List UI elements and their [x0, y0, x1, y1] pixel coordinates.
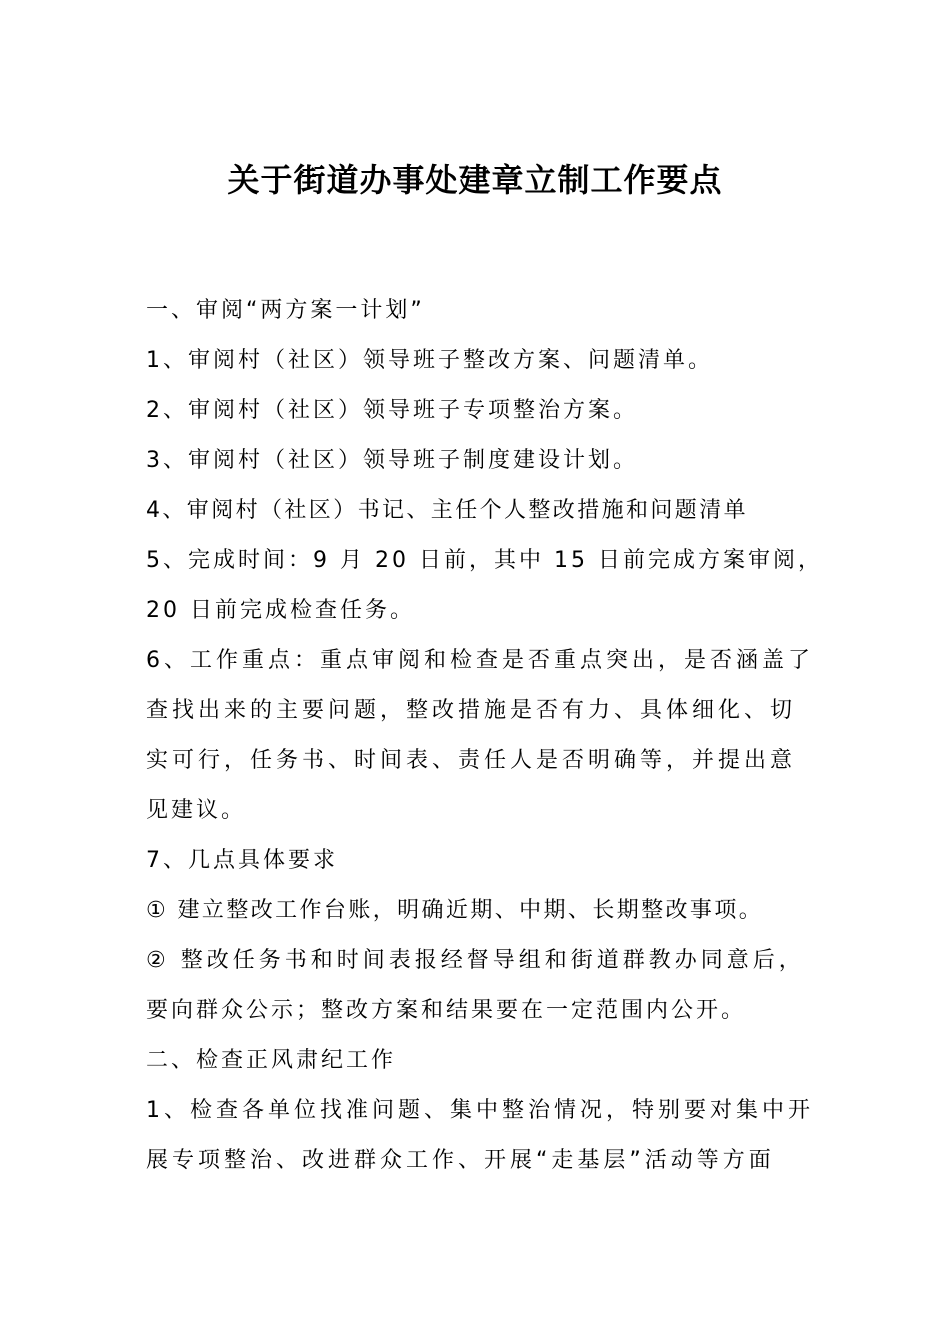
document-title: 关于街道办事处建章立制工作要点 [227, 161, 723, 199]
section-heading-1: 一、审阅“两方案一计划” [146, 298, 425, 323]
paragraph-line: 3、审阅村（社区）领导班子制度建设计划。 [146, 448, 638, 473]
paragraph-line: 1、检查各单位找准问题、集中整治情况，特别要对集中开 [146, 1098, 814, 1123]
paragraph-line: 查找出来的主要问题，整改措施是否有力、具体细化、切 [146, 698, 797, 723]
document-body [146, 286, 823, 1186]
paragraph-line: 实可行，任务书、时间表、责任人是否明确等，并提出意 [146, 748, 797, 773]
paragraph-line: ① 建立整改工作台账，明确近期、中期、长期整改事项。 [146, 898, 764, 923]
paragraph-line: 1、审阅村（社区）领导班子整改方案、问题清单。 [146, 348, 713, 373]
paragraph-line: 4、审阅村（社区）书记、主任个人整改措施和问题清单 [146, 498, 748, 523]
paragraph-line: 7、几点具体要求 [146, 848, 338, 873]
paragraph-line: 2、审阅村（社区）领导班子专项整治方案。 [146, 398, 638, 423]
paragraph-line: 5、完成时间：9 月 20 日前，其中 15 日前完成方案审阅， [146, 548, 823, 573]
paragraph-line: ② 整改任务书和时间表报经督导组和街道群教办同意后， [146, 948, 805, 973]
paragraph-line: 20 日前完成检查任务。 [146, 598, 415, 623]
paragraph-line: 见建议。 [146, 798, 247, 823]
paragraph-line: 6、工作重点：重点审阅和检查是否重点突出，是否涵盖了 [146, 648, 814, 673]
paragraph-line: 展专项整治、改进群众工作、开展“走基层”活动等方面 [146, 1148, 775, 1173]
paragraph-line: 要向群众公示；整改方案和结果要在一定范围内公开。 [146, 998, 747, 1023]
section-heading-2: 二、检查正风肃纪工作 [146, 1048, 397, 1073]
